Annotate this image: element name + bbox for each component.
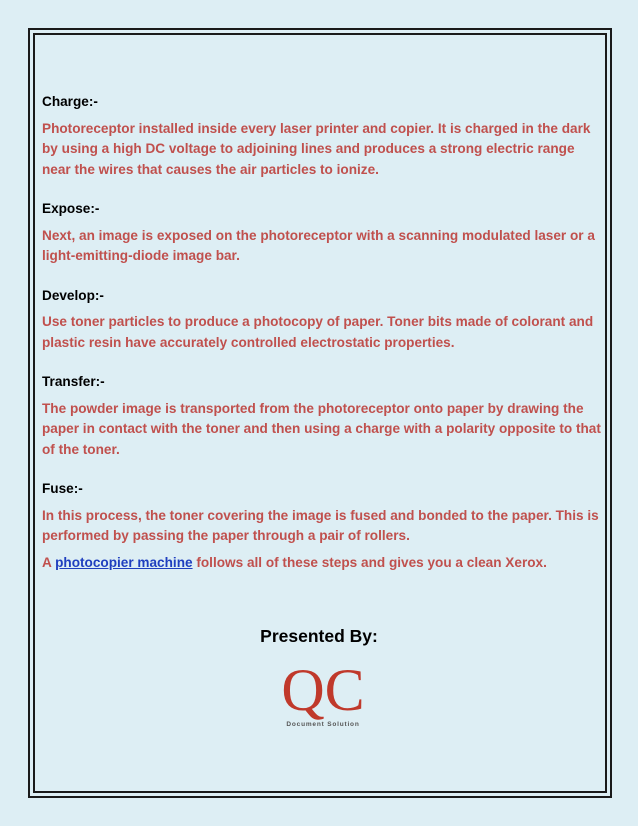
- section-transfer: [42, 372, 602, 460]
- presented-by-label: Presented By:: [260, 626, 378, 646]
- section-body: In this process, the toner covering the image is fused and bonded to the paper. This is performed by passing the paper through a pair of rollers.: [42, 507, 599, 543]
- section-heading: Charge:-: [42, 94, 98, 109]
- section-heading: Fuse:-: [42, 481, 83, 496]
- photocopier-machine-link[interactable]: photocopier machine: [55, 554, 193, 570]
- section-heading: Develop:-: [42, 287, 104, 303]
- section-body: The powder image is transported from the photoreceptor onto paper by drawing the paper in contact with the toner and then using a charge with a polarity opposite to that of the toner.: [42, 400, 601, 457]
- section-body: Photoreceptor installed inside every laser printer and copier. It is charged in the dark by using a high DC voltage to adjoining lines and produces a strong electric range near the wires that causes the air particles to ionize.: [42, 120, 591, 177]
- section-heading: Expose:-: [42, 201, 100, 216]
- section-heading: Transfer:-: [42, 374, 105, 389]
- logo-tagline: Document Solution: [286, 721, 360, 728]
- document-content: [42, 92, 602, 573]
- section-body: Use toner particles to produce a photocopy of paper. Toner bits made of colorant and plastic resin have accurately controlled electrostatic properties.: [42, 314, 594, 350]
- section-develop: [42, 286, 602, 354]
- qc-logo: [279, 660, 367, 730]
- closing-prefix: A: [42, 554, 56, 570]
- section-charge: [42, 92, 602, 180]
- section-body: Next, an image is exposed on the photoreceptor with a scanning modulated laser or a light-emitting-diode image bar.: [42, 227, 595, 263]
- closing-suffix: follows all of these steps and gives you a clean Xerox.: [192, 554, 547, 570]
- closing-sentence: [42, 553, 602, 574]
- section-fuse: [42, 479, 602, 547]
- logo-letters: QC: [281, 660, 365, 723]
- section-expose: [42, 199, 602, 267]
